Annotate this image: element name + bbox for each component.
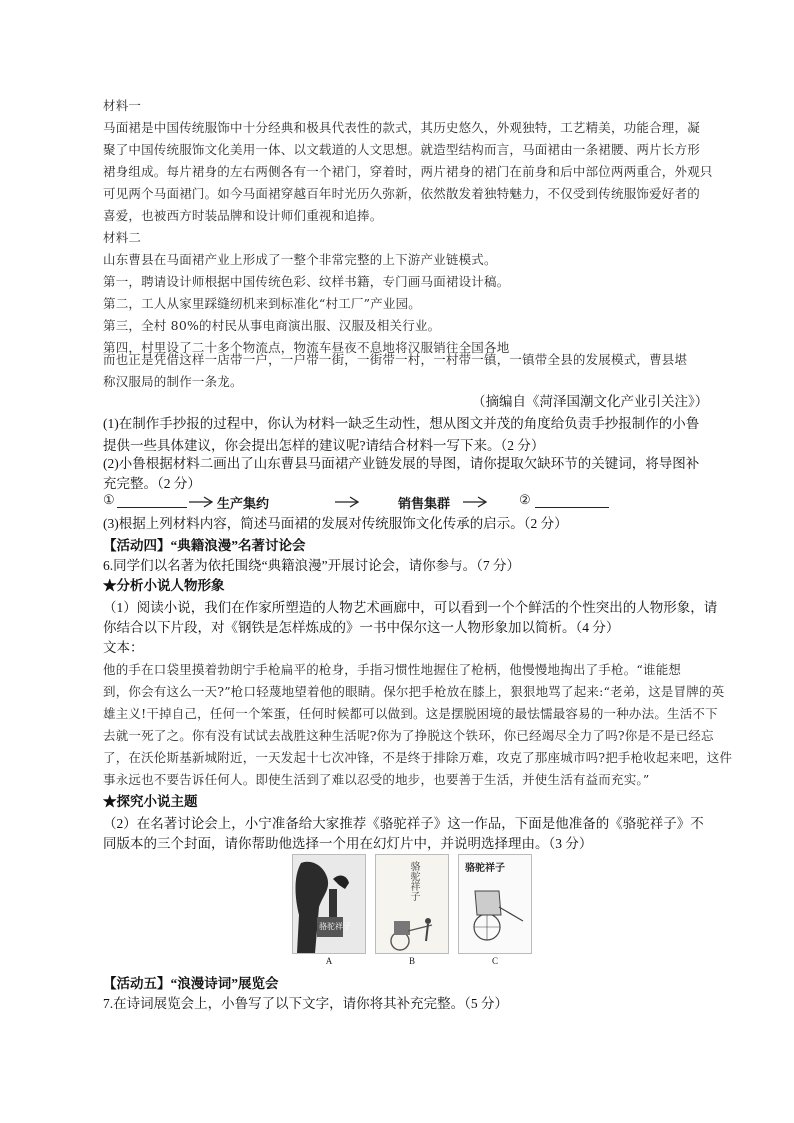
question-6-intro: 6.同学们以名著为依托围绕“典籍浪漫”开展讨论会，请你参与。（7 分） bbox=[103, 558, 520, 573]
question-6-1-line2: 你结合以下片段，对《钢铁是怎样炼成的》一书中保尔这一人物形象加以简析。（4 分） bbox=[103, 620, 620, 635]
flow-item-sales: 销售集群 bbox=[398, 497, 451, 512]
section-theme-exploration: ★探究小说主题 bbox=[103, 794, 198, 809]
material1-line: 可见两个马面裙门。如今马面裙穿越百年时光历久弥新，依然散发着独特魅力，不仅受到传统服饰爱好者的 bbox=[103, 186, 700, 201]
text-label: 文本： bbox=[103, 640, 144, 655]
cover-a-illustration bbox=[293, 855, 365, 953]
cover-a[interactable] bbox=[292, 854, 366, 954]
material1-line: 马面裙是中国传统服饰中十分经典和极具代表性的款式，其历史悠久，外观独特，工艺精美，功能合理，凝 bbox=[103, 120, 700, 135]
book-covers bbox=[292, 854, 542, 969]
material2-line: 称汉服局的制作一条龙。 bbox=[103, 374, 243, 389]
question-5-2-line2: 充完整。（2 分） bbox=[103, 476, 201, 491]
activity-4-heading: 【活动四】“典籍浪漫”名著讨论会 bbox=[103, 538, 306, 553]
material1-line: 喜爱，也被西方时装品牌和设计师们重视和追捧。 bbox=[103, 208, 383, 223]
material1-line: 裙身组成。每片裙身的左右两侧各有一个裙门，穿着时，两片裙身的裙门在前身和后中部位两两重合，外观只 bbox=[103, 164, 713, 179]
material2-source: （摘编自《菏泽国潮文化产业引关注》） bbox=[472, 394, 709, 409]
rickshaw-sketch-icon bbox=[465, 881, 525, 943]
cover-b[interactable] bbox=[375, 854, 449, 954]
arrow-right-icon bbox=[463, 495, 489, 509]
cover-b-caption: B bbox=[408, 956, 415, 966]
material2-line: 第一，聘请设计师根据中国传统色彩、纹样书籍，专门画马面裙设计稿。 bbox=[103, 274, 510, 289]
flow-item-1-label: ① bbox=[103, 493, 115, 508]
material2-line: 第二，工人从家里踩缝纫机来到标准化“村工厂”产业园。 bbox=[103, 296, 421, 311]
flow-item-production: 生产集约 bbox=[217, 497, 270, 512]
question-6-2-line2: 同版本的三个封面，请你帮助他选择一个用在幻灯片中，并说明选择理由。（3 分） bbox=[103, 836, 593, 851]
excerpt-line: 雄主义!干掉自己，任何一个笨蛋，任何时候都可以做到。这是摆脱困境的最怯懦最容易的一种办法。生活不下 bbox=[103, 706, 718, 721]
material2-line: 而也正是凭借这样一店带一户，一户带一街，一街带一村，一村带一镇，一镇带全县的发展模式，曹县堪 bbox=[103, 352, 688, 367]
material1-title: 材料一 bbox=[103, 98, 142, 113]
flow-item-4-label: ② bbox=[519, 493, 531, 508]
cover-b-title: 骆驼祥子 bbox=[408, 861, 419, 901]
rickshaw-icon bbox=[384, 911, 440, 951]
excerpt-line: 事永远也不要告诉任何人。即使生活到了难以忍受的地步，也要善于生活，并使生活有益而充实。” bbox=[103, 772, 650, 787]
question-7: 7.在诗词展览会上，小鲁写了以下文字，请你将其补充完整。（5 分） bbox=[103, 996, 508, 1011]
cover-c-caption: C bbox=[491, 956, 498, 966]
question-5-1-line1: (1)在制作手抄报的过程中，你认为材料一缺乏生动性，想从图文并茂的角度给负责手抄报制作的小鲁 bbox=[103, 416, 700, 431]
excerpt-line: 了，在沃伦斯基新城附近，一天发起十七次冲锋，不是终于排除万难，攻克了那座城市吗?把手枪收起来吧，这件 bbox=[103, 750, 733, 765]
material2-line: 第三，全村 80%的村民从事电商演出服、汉服及相关行业。 bbox=[103, 318, 441, 333]
industry-chain-flow bbox=[103, 491, 623, 513]
question-5-2-line1: (2)小鲁根据材料二画出了山东曹县马面裙产业链发展的导图，请你提取欠缺环节的关键词，将导图补 bbox=[103, 456, 700, 471]
material2-line: 第四，村里设了二十多个物流点，物流车昼夜不息地将汉服销往全国各地 bbox=[103, 340, 510, 355]
activity-5-heading: 【活动五】“浪漫诗词”展览会 bbox=[103, 976, 279, 991]
question-5-1-line2: 提供一些具体建议，你会提出怎样的建议呢?请结合材料一写下来。（2 分） bbox=[103, 438, 545, 453]
cover-c[interactable] bbox=[458, 854, 532, 954]
question-5-3: (3)根据上列材料内容，简述马面裙的发展对传统服饰文化传承的启示。（2 分） bbox=[103, 516, 568, 531]
excerpt-line: 他的手在口袋里摸着勃朗宁手枪扁平的枪身，手指习惯性地握住了枪柄，他慢慢地掏出了手枪。“谁能想 bbox=[103, 662, 682, 677]
section-character-analysis: ★分析小说人物形象 bbox=[103, 578, 225, 593]
arrow-right-icon bbox=[335, 495, 361, 509]
material1-line: 聚了中国传统服饰文化美用一体、以文载道的人文思想。就造型结构而言，马面裙由一条裙腰、两片长方形 bbox=[103, 142, 700, 157]
material2-line: 山东曹县在马面裙产业上形成了一整个非常完整的上下游产业链模式。 bbox=[103, 252, 497, 267]
cover-c-title: 骆驼祥子 bbox=[465, 863, 505, 874]
excerpt-line: 到，你会有这么一天?”枪口轻蔑地望着他的眼睛。保尔把手枪放在膝上，狠狠地骂了起来:“老弟，这是冒牌的英 bbox=[103, 684, 725, 699]
question-6-2-line1: （2）在名著讨论会上，小宁准备给大家推荐《骆驼祥子》这一作品，下面是他准备的《骆驼祥子》不 bbox=[103, 816, 704, 831]
material2-title: 材料二 bbox=[103, 230, 142, 245]
flow-blank-1[interactable] bbox=[117, 493, 187, 508]
cover-a-title: 骆驼祥子 bbox=[319, 922, 351, 931]
excerpt-line: 去就一死了之。你有没有试试去战胜这种生活呢?你为了挣脱这个铁环，你已经竭尽全力了吗?你是不是已经忘 bbox=[103, 728, 714, 743]
cover-a-caption: A bbox=[325, 956, 333, 966]
question-6-1-line1: （1）阅读小说，我们在作家所塑造的人物艺术画廊中，可以看到一个个鲜活的个性突出的人物形象，请 bbox=[103, 600, 718, 615]
flow-blank-2[interactable] bbox=[535, 493, 609, 508]
arrow-right-icon bbox=[189, 495, 215, 509]
